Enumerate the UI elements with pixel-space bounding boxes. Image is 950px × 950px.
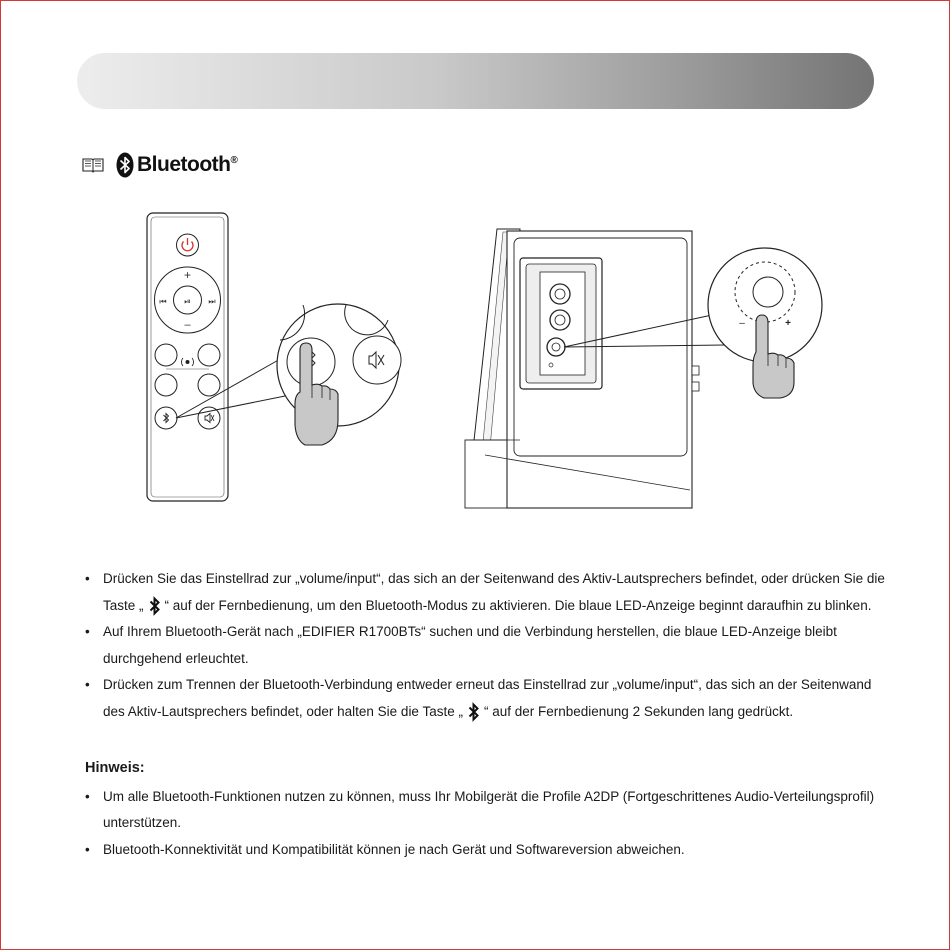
remote-volume-plus: +: [183, 268, 192, 282]
power-icon: [177, 234, 199, 256]
knob-minus-label: –: [739, 318, 745, 329]
instructions-block: [85, 566, 885, 863]
instruction-item: • Drücken zum Trennen der Bluetooth-Verbindung entweder erneut das Einstellrad zur „volume/input“, das sich an der Seitenwand des Aktiv-Lautsprechers befindet, oder halten Sie die Taste „ “ auf der Fernbedienung 2 Sekunden lang gedrückt.: [85, 672, 885, 725]
remote-zoom: [277, 304, 401, 445]
speaker-side: [465, 229, 699, 508]
bluetooth-icon: [467, 702, 480, 722]
remote-control: [147, 213, 228, 501]
volume-knob-zoom: [708, 248, 822, 398]
instruction-item: • Drücken Sie das Einstellrad zur „volume/input“, das sich an der Seitenwand des Aktiv-Lautsprechers befindet, oder drücken Sie die Taste „ “ auf der Fernbedienung, um den Bluetooth-Modus zu aktivieren. Die blaue LED-Anzeige beginnt daraufhin zu blinken.: [85, 566, 885, 619]
remote-play-label: ⏯: [184, 297, 191, 306]
note-item: • Um alle Bluetooth-Funktionen nutzen zu können, muss Ihr Mobilgerät die Profile A2DP (Fortgeschrittenes Audio-Verteilungsprofil) unterstützen.: [85, 784, 885, 837]
remote-volume-minus: –: [184, 319, 191, 331]
knob-plus-label: +: [785, 318, 791, 329]
note-item: • Bluetooth-Konnektivität und Kompatibilität können je nach Gerät und Softwareversion abweichen.: [85, 837, 885, 864]
remote-next-label: ⏭: [208, 297, 216, 306]
remote-prev-label: ⏮: [159, 297, 167, 306]
note-title: Hinweis:: [85, 760, 145, 776]
bluetooth-wordmark: Bluetooth®: [137, 153, 238, 176]
instruction-item: • Auf Ihrem Bluetooth-Gerät nach „EDIFIER R1700BTs“ suchen und die Verbindung herstellen, die blaue LED-Anzeige bleibt durchgehend erleuchtet.: [85, 619, 885, 672]
bluetooth-icon: [148, 596, 161, 616]
